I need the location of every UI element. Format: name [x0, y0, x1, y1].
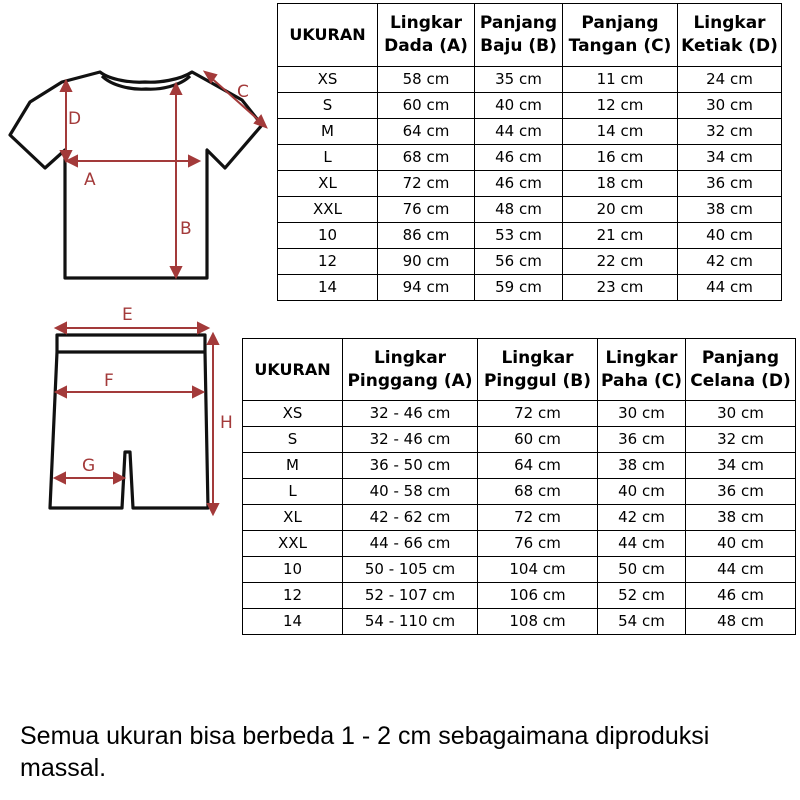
size-cell: XS: [278, 67, 378, 93]
measurement-cell: 104 cm: [478, 557, 598, 583]
size-cell: M: [278, 119, 378, 145]
measurement-cell: 40 cm: [598, 479, 686, 505]
header-line2: Pinggang (A): [347, 370, 473, 391]
size-cell: XXL: [278, 197, 378, 223]
shorts-diagram: [40, 300, 250, 530]
measurement-cell: 76 cm: [378, 197, 475, 223]
size-cell: M: [243, 453, 343, 479]
measurement-cell: 48 cm: [475, 197, 563, 223]
tshirt-outline: [10, 72, 262, 278]
table-row: [243, 453, 796, 479]
header-line2: Tangan (C): [568, 36, 672, 56]
measurement-cell: 48 cm: [686, 609, 796, 635]
header-cell: [378, 4, 475, 67]
shorts-table-body: [243, 401, 796, 635]
measurement-cell: 44 - 66 cm: [343, 531, 478, 557]
measurement-cell: 44 cm: [475, 119, 563, 145]
measurement-cell: 36 cm: [686, 479, 796, 505]
header-cell: [343, 339, 478, 401]
label-a: A: [84, 170, 96, 190]
label-f: F: [104, 371, 114, 391]
shorts-outline: [50, 335, 208, 508]
measurement-cell: 56 cm: [475, 249, 563, 275]
measurement-cell: 42 - 62 cm: [343, 505, 478, 531]
header-cell: [243, 339, 343, 401]
measurement-cell: 53 cm: [475, 223, 563, 249]
label-d: D: [68, 109, 82, 129]
size-cell: 14: [278, 275, 378, 301]
measurement-cell: 64 cm: [478, 453, 598, 479]
measurement-cell: 30 cm: [686, 401, 796, 427]
measurement-cell: 20 cm: [563, 197, 678, 223]
measurement-cell: 14 cm: [563, 119, 678, 145]
header-line1: Lingkar: [389, 13, 463, 34]
table-header-row: [243, 339, 796, 401]
measurement-cell: 16 cm: [563, 145, 678, 171]
measurement-cell: 40 - 58 cm: [343, 479, 478, 505]
measurement-cell: 21 cm: [563, 223, 678, 249]
table-row: [278, 171, 782, 197]
size-cell: 12: [278, 249, 378, 275]
measurement-cell: 32 cm: [678, 119, 782, 145]
measurement-cell: 42 cm: [678, 249, 782, 275]
size-cell: XXL: [243, 531, 343, 557]
table-row: [278, 93, 782, 119]
measurement-cell: 108 cm: [478, 609, 598, 635]
header-line2: Pinggul (B): [483, 370, 592, 391]
measurement-cell: 44 cm: [598, 531, 686, 557]
header-cell: [278, 4, 378, 67]
table-row: [243, 531, 796, 557]
arrow-e-left: [56, 323, 66, 333]
header-cell: [478, 339, 598, 401]
label-e: E: [122, 305, 133, 325]
measurement-cell: 44 cm: [678, 275, 782, 301]
measurement-cell: 40 cm: [686, 531, 796, 557]
measurement-cell: 12 cm: [563, 93, 678, 119]
measurement-cell: 34 cm: [678, 145, 782, 171]
header-line2: Baju (B): [480, 36, 557, 56]
measurement-cell: 54 - 110 cm: [343, 609, 478, 635]
size-cell: 14: [243, 609, 343, 635]
table-row: [243, 401, 796, 427]
measurement-cell: 36 cm: [678, 171, 782, 197]
header-line1: Lingkar: [693, 13, 766, 34]
measurement-cell: 34 cm: [686, 453, 796, 479]
measurement-cell: 11 cm: [563, 67, 678, 93]
size-cell: L: [278, 145, 378, 171]
measurement-cell: 36 cm: [598, 427, 686, 453]
shirt-table-body: [278, 67, 782, 301]
size-cell: XL: [278, 171, 378, 197]
footnote: Semua ukuran bisa berbeda 1 - 2 cm sebagaimana diproduksi massal.: [20, 722, 710, 782]
measurement-cell: 22 cm: [563, 249, 678, 275]
measurement-cell: 46 cm: [475, 171, 563, 197]
measurement-cell: 44 cm: [686, 557, 796, 583]
table-header-row: [278, 4, 782, 67]
header-cell: [686, 339, 796, 401]
header-cell: [678, 4, 782, 67]
label-h: H: [220, 413, 233, 433]
measurement-cell: 72 cm: [478, 401, 598, 427]
arrow-h-top: [208, 334, 218, 344]
measurement-cell: 30 cm: [678, 93, 782, 119]
header-cell: [563, 4, 678, 67]
header-line2: Celana (D): [690, 370, 791, 391]
tshirt-diagram: [0, 60, 280, 290]
header-line1: Lingkar: [373, 347, 447, 368]
measurement-cell: 50 cm: [598, 557, 686, 583]
table-row: [243, 427, 796, 453]
measurement-cell: 24 cm: [678, 67, 782, 93]
measurement-cell: 60 cm: [378, 93, 475, 119]
header-line1: UKURAN: [254, 359, 331, 379]
table-row: [278, 223, 782, 249]
measurement-cell: 30 cm: [598, 401, 686, 427]
table-row: [278, 249, 782, 275]
arrow-h-bottom: [208, 504, 218, 514]
measurement-cell: 38 cm: [678, 197, 782, 223]
size-cell: L: [243, 479, 343, 505]
measurement-cell: 18 cm: [563, 171, 678, 197]
measurement-cell: 90 cm: [378, 249, 475, 275]
label-g: G: [82, 456, 96, 476]
measurement-cell: 68 cm: [378, 145, 475, 171]
header-line1: UKURAN: [289, 25, 366, 45]
table-row: [243, 479, 796, 505]
size-cell: 10: [243, 557, 343, 583]
table-row: [278, 119, 782, 145]
table-row: [278, 275, 782, 301]
measurement-cell: 32 - 46 cm: [343, 427, 478, 453]
table-row: [243, 583, 796, 609]
measurement-cell: 52 - 107 cm: [343, 583, 478, 609]
size-cell: S: [243, 427, 343, 453]
measurement-cell: 68 cm: [478, 479, 598, 505]
arrow-e-right: [198, 323, 208, 333]
header-line1: Lingkar: [501, 347, 574, 368]
measurement-cell: 72 cm: [378, 171, 475, 197]
measurement-cell: 38 cm: [598, 453, 686, 479]
measurement-cell: 40 cm: [475, 93, 563, 119]
table-row: [278, 145, 782, 171]
measurement-cell: 23 cm: [563, 275, 678, 301]
measurement-cell: 58 cm: [378, 67, 475, 93]
measurement-cell: 46 cm: [686, 583, 796, 609]
header-line2: Paha (C): [601, 370, 682, 391]
measurement-cell: 59 cm: [475, 275, 563, 301]
size-cell: S: [278, 93, 378, 119]
header-line1: Lingkar: [605, 347, 678, 368]
header-line1: Panjang: [479, 13, 558, 34]
size-cell: XS: [243, 401, 343, 427]
measurement-cell: 54 cm: [598, 609, 686, 635]
table-row: [243, 609, 796, 635]
header-line1: Panjang: [581, 13, 659, 34]
size-cell: 10: [278, 223, 378, 249]
table-row: [243, 505, 796, 531]
measurement-cell: 86 cm: [378, 223, 475, 249]
measurement-cell: 72 cm: [478, 505, 598, 531]
shorts-size-table: [242, 338, 796, 635]
size-cell: 12: [243, 583, 343, 609]
measurement-cell: 52 cm: [598, 583, 686, 609]
header-cell: [598, 339, 686, 401]
measurement-cell: 40 cm: [678, 223, 782, 249]
table-row: [278, 67, 782, 93]
label-b: B: [180, 219, 192, 239]
measurement-cell: 35 cm: [475, 67, 563, 93]
header-line2: Ketiak (D): [681, 36, 778, 56]
measurement-cell: 94 cm: [378, 275, 475, 301]
header-line2: Dada (A): [384, 36, 468, 56]
measurement-cell: 50 - 105 cm: [343, 557, 478, 583]
measurement-cell: 36 - 50 cm: [343, 453, 478, 479]
measurement-cell: 106 cm: [478, 583, 598, 609]
measurement-cell: 64 cm: [378, 119, 475, 145]
measurement-cell: 60 cm: [478, 427, 598, 453]
measurement-cell: 42 cm: [598, 505, 686, 531]
measurement-cell: 32 cm: [686, 427, 796, 453]
shirt-size-table: [277, 3, 782, 301]
measurement-cell: 32 - 46 cm: [343, 401, 478, 427]
table-row: [243, 557, 796, 583]
table-row: [278, 197, 782, 223]
header-cell: [475, 4, 563, 67]
header-line1: Panjang: [701, 347, 780, 368]
measurement-cell: 46 cm: [475, 145, 563, 171]
measurement-cell: 38 cm: [686, 505, 796, 531]
label-c: C: [237, 82, 249, 102]
measurement-cell: 76 cm: [478, 531, 598, 557]
size-cell: XL: [243, 505, 343, 531]
